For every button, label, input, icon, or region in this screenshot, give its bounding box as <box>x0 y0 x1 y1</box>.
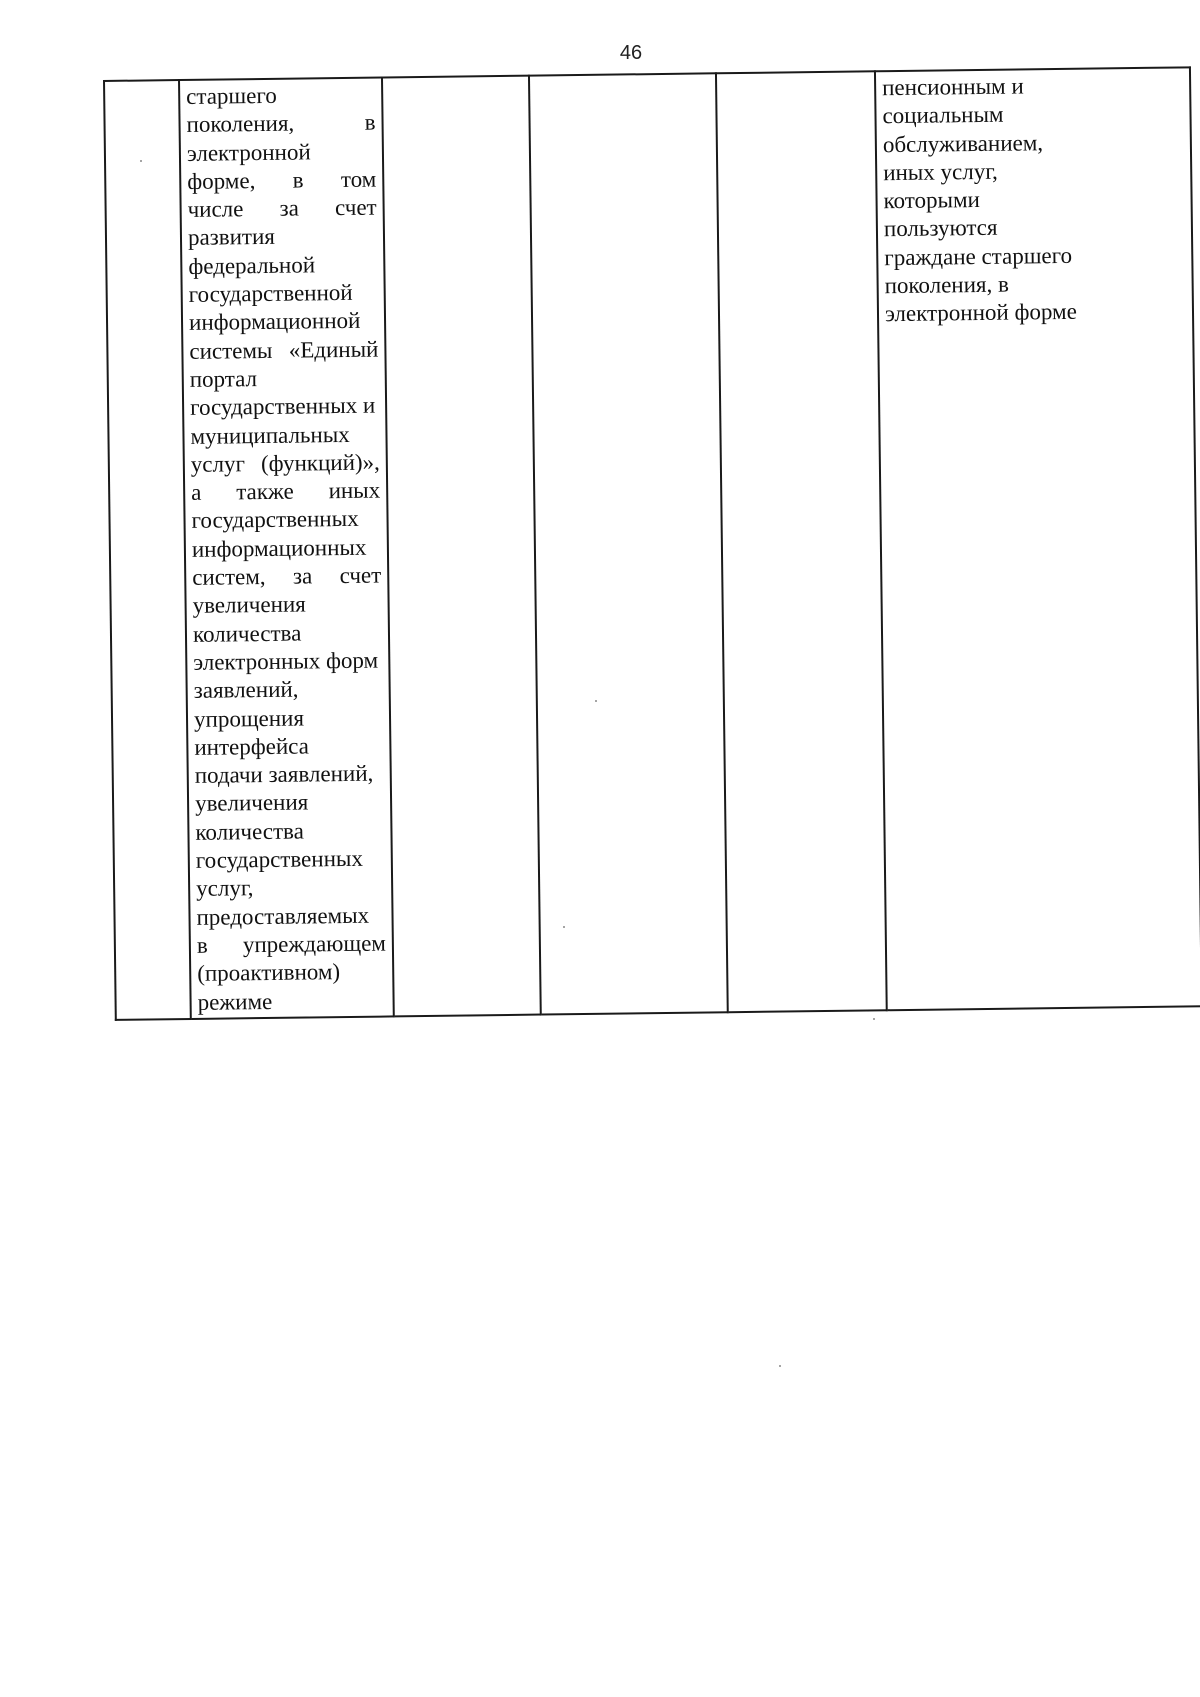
measure-line: увеличения <box>192 591 306 619</box>
measure-line: интерфейса <box>194 733 310 760</box>
result-line: иных услуг, <box>883 158 998 186</box>
measure-word: систем, <box>192 564 266 590</box>
measure-word: том <box>340 166 377 192</box>
scan-speck <box>779 1365 781 1367</box>
result-line: обслуживанием, <box>882 129 1044 157</box>
cell-number <box>104 80 191 1020</box>
result-line: пользуются <box>883 215 998 242</box>
measure-word: «Единый <box>288 336 379 363</box>
table-row <box>104 67 1200 1020</box>
measure-line <box>192 562 381 593</box>
measure-line <box>187 194 376 225</box>
measure-word: в <box>364 109 376 136</box>
measure-line <box>197 929 386 960</box>
measure-word: счет <box>339 562 382 589</box>
measure-word: упреждающем <box>242 930 387 958</box>
result-line: электронной форме <box>884 299 1077 327</box>
result-line: которыми <box>883 187 981 214</box>
cell-col3 <box>382 76 541 1017</box>
measure-line <box>186 109 375 140</box>
expected-result-text <box>882 70 1186 328</box>
measure-word: за <box>292 563 313 589</box>
measure-word: числе <box>187 196 244 223</box>
scan-speck <box>563 926 565 928</box>
measure-word: а <box>191 479 202 506</box>
measure-word: системы <box>189 337 273 364</box>
measure-line: заявлений, <box>193 676 299 704</box>
measure-line: федеральной <box>188 252 316 279</box>
measure-line: количества <box>192 620 302 647</box>
measure-word: форме, <box>187 167 256 194</box>
measure-line: старшего <box>186 82 277 109</box>
result-line: социальным <box>882 101 1004 129</box>
measure-line: государственных <box>191 506 359 534</box>
measure-line: предоставляемых <box>196 902 370 930</box>
measure-line: режиме <box>197 988 273 1015</box>
measure-word: поколения, <box>186 110 295 138</box>
measure-line: упрощения <box>193 705 305 732</box>
measure-word: в <box>292 167 304 193</box>
scan-speck <box>873 1018 875 1020</box>
cell-measure-description <box>179 77 394 1018</box>
measure-line: муниципальных <box>190 421 350 449</box>
measure-line: подачи заявлений, <box>194 760 374 789</box>
measure-word: за <box>279 195 300 221</box>
measure-word: в <box>196 932 208 958</box>
measure-line: увеличения <box>194 789 309 817</box>
cell-expected-result <box>875 67 1200 1010</box>
result-line: поколения, в <box>884 271 1010 299</box>
measure-line <box>189 335 378 366</box>
measure-line: государственных <box>195 845 364 873</box>
measure-line: портал <box>189 366 258 392</box>
result-line: граждане старшего <box>884 242 1073 270</box>
measure-description-text <box>186 81 387 1017</box>
measure-line <box>191 448 380 479</box>
measure-line: количества <box>195 818 304 845</box>
measure-word: (функций)», <box>260 449 380 476</box>
scan-speck <box>140 160 142 162</box>
page-number: 46 <box>619 42 643 64</box>
measure-line: информационных <box>191 534 367 562</box>
measure-line: электронных форм <box>193 647 379 675</box>
measure-word: услуг <box>190 451 246 477</box>
document-table <box>103 66 1200 1021</box>
measure-line: электронной <box>186 138 311 166</box>
measures-table <box>103 66 1200 1021</box>
measure-line <box>187 165 376 196</box>
cell-col4 <box>529 73 728 1014</box>
measure-line: государственной <box>188 279 353 308</box>
measure-line: услуг, <box>196 875 254 902</box>
measure-line: информационной <box>188 308 361 336</box>
cell-col5 <box>716 71 887 1012</box>
measure-line <box>191 477 380 508</box>
measure-line: государственных и <box>189 392 376 421</box>
measure-word: счет <box>334 194 377 221</box>
measure-word: иных <box>328 477 381 504</box>
measure-line: развития <box>187 224 276 251</box>
scan-speck <box>595 700 597 702</box>
result-line: пенсионным и <box>882 73 1024 101</box>
measure-word: также <box>236 478 294 505</box>
measure-line: (проактивном) <box>197 959 341 987</box>
